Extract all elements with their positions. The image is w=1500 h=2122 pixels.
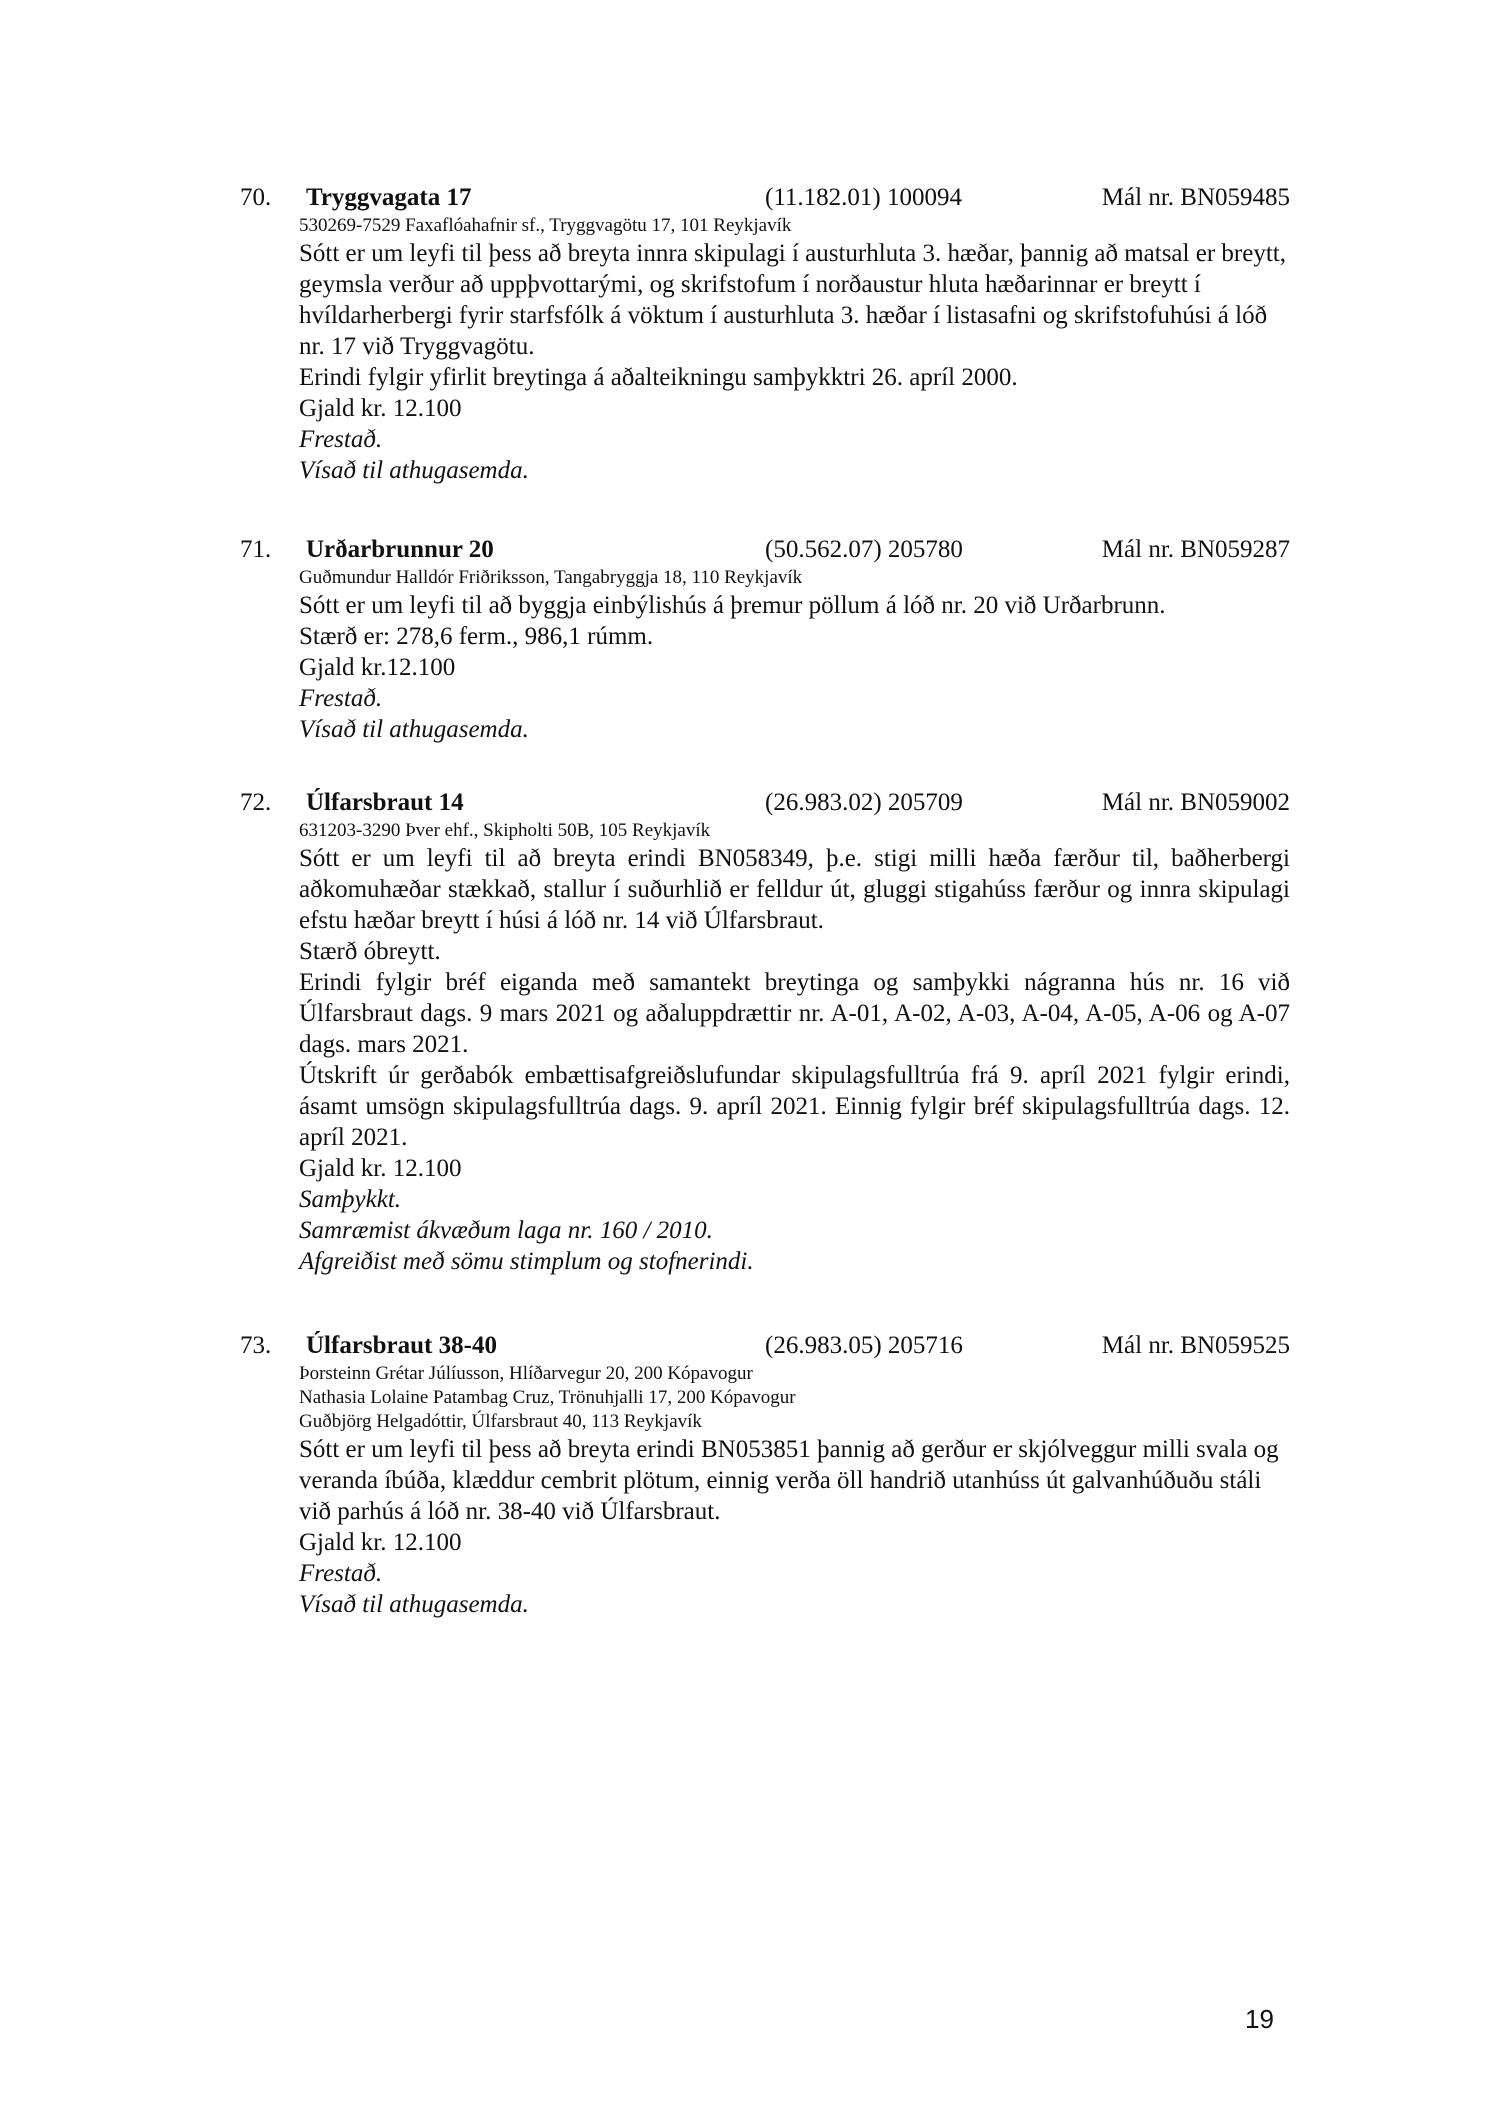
case-number: Mál nr. BN059485	[1101, 184, 1290, 211]
entry-71	[240, 534, 1290, 745]
entry-number: 70.	[240, 184, 272, 211]
property-code: (50.562.07) 205780	[765, 536, 963, 563]
fee: Gjald kr. 12.100	[299, 1529, 462, 1556]
decision: Vísað til athugasemda.	[299, 716, 529, 743]
applicant-line: Guðbjörg Helgadóttir, Úlfarsbraut 40, 113 Reykjavík	[299, 1411, 702, 1432]
entry-header	[240, 182, 1290, 214]
description: Sótt er um leyfi til að byggja einbýlishús á þremur pöllum á lóð nr. 20 við Urðarbrunn.	[299, 592, 1166, 619]
fee: Gjald kr. 12.100	[299, 1155, 462, 1182]
entry-title: Úlfarsbraut 14	[306, 789, 464, 816]
applicant-line: 530269-7529 Faxaflóahafnir sf., Tryggvagötu 17, 101 Reykjavík	[299, 215, 792, 236]
decision: Frestað.	[299, 1560, 383, 1587]
entry-72	[240, 787, 1290, 1277]
applicant-line: 631203-3290 Þver ehf., Skipholti 50B, 105 Reykjavík	[299, 820, 711, 841]
decision: Frestað.	[299, 426, 383, 453]
fee: Gjald kr. 12.100	[299, 395, 462, 422]
decision: Vísað til athugasemda.	[299, 457, 529, 484]
page-number: 19	[1245, 2004, 1274, 2034]
entry-header	[240, 1330, 1290, 1362]
fee: Gjald kr.12.100	[299, 654, 456, 681]
decision: Vísað til athugasemda.	[299, 1591, 529, 1618]
extra-note: Stærð er: 278,6 ferm., 986,1 rúmm.	[299, 623, 654, 650]
applicant-line: Nathasia Lolaine Patambag Cruz, Trönuhjalli 17, 200 Kópavogur	[299, 1387, 796, 1408]
case-number: Mál nr. BN059287	[1101, 536, 1290, 563]
entry-body	[299, 214, 1290, 486]
entry-number: 72.	[240, 789, 272, 816]
decision: Samþykkt.	[299, 1186, 402, 1213]
extra-note: Erindi fylgir bréf eiganda með samantekt breytinga og samþykki nágranna hús nr. 16 við Úlfarsbraut dags. 9 mars 2021 og aðaluppdrættir nr. A-01, A-02, A-03, A-04, A-05, A-06 og A-07 dags. mars 2021.	[299, 969, 1290, 1058]
extra-note: Stærð óbreytt.	[299, 938, 441, 965]
description: Sótt er um leyfi til þess að breyta erindi BN053851 þannig að gerður er skjólveggur milli svala og veranda íbúða, klæddur cembrit plötum, einnig verða öll handrið utanhúss út galvanhúðuðu stáli við parhús á lóð nr. 38-40 við Úlfarsbraut.	[299, 1436, 1279, 1525]
entry-header	[240, 534, 1290, 566]
property-code: (26.983.05) 205716	[765, 1332, 963, 1359]
entry-73	[240, 1330, 1290, 1620]
decision: Samræmist ákvæðum laga nr. 160 / 2010.	[299, 1217, 713, 1244]
description: Sótt er um leyfi til að breyta erindi BN058349, þ.e. stigi milli hæða færður til, baðherbergi aðkomuhæðar stækkað, stallur í suðurhlið er felldur út, gluggi stigahúss færður og innra skipulagi efstu hæðar breytt í húsi á lóð nr. 14 við Úlfarsbraut.	[299, 845, 1290, 934]
decision: Afgreiðist með sömu stimplum og stofnerindi.	[299, 1248, 754, 1275]
decision: Frestað.	[299, 685, 383, 712]
entry-number: 71.	[240, 536, 272, 563]
entry-body	[299, 1362, 1290, 1620]
entry-header	[240, 787, 1290, 819]
entry-title: Tryggvagata 17	[306, 184, 472, 211]
description: Sótt er um leyfi til þess að breyta innra skipulagi í austurhluta 3. hæðar, þannig að matsal er breytt, geymsla verður að uppþvottarými, og skrifstofum í norðaustur hluta hæðarinnar er breytt í hvíldarherbergi fyrir starfsfólk á vöktum í austurhluta 3. hæðar í listasafni og skrifstofuhúsi á lóð nr. 17 við Tryggvagötu.	[299, 240, 1286, 360]
entry-body	[299, 819, 1290, 1277]
entry-70	[240, 182, 1290, 486]
extra-note: Útskrift úr gerðabók embættisafgreiðslufundar skipulagsfulltrúa frá 9. apríl 2021 fylgir erindi, ásamt umsögn skipulagsfulltrúa dags. 9. apríl 2021. Einnig fylgir bréf skipulagsfulltrúa dags. 12. apríl 2021.	[299, 1062, 1290, 1151]
entry-body	[299, 566, 1290, 745]
case-number: Mál nr. BN059002	[1101, 789, 1290, 816]
case-number: Mál nr. BN059525	[1101, 1332, 1290, 1359]
property-code: (26.983.02) 205709	[765, 789, 963, 816]
applicant-line: Guðmundur Halldór Friðriksson, Tangabryggja 18, 110 Reykjavík	[299, 567, 803, 588]
entry-title: Úlfarsbraut 38-40	[306, 1332, 497, 1359]
property-code: (11.182.01) 100094	[765, 184, 962, 211]
entry-number: 73.	[240, 1332, 272, 1359]
extra-note: Erindi fylgir yfirlit breytinga á aðalteikningu samþykktri 26. apríl 2000.	[299, 364, 1018, 391]
entry-title: Urðarbrunnur 20	[306, 536, 494, 563]
applicant-line: Þorsteinn Grétar Júlíusson, Hlíðarvegur 20, 200 Kópavogur	[299, 1363, 753, 1384]
